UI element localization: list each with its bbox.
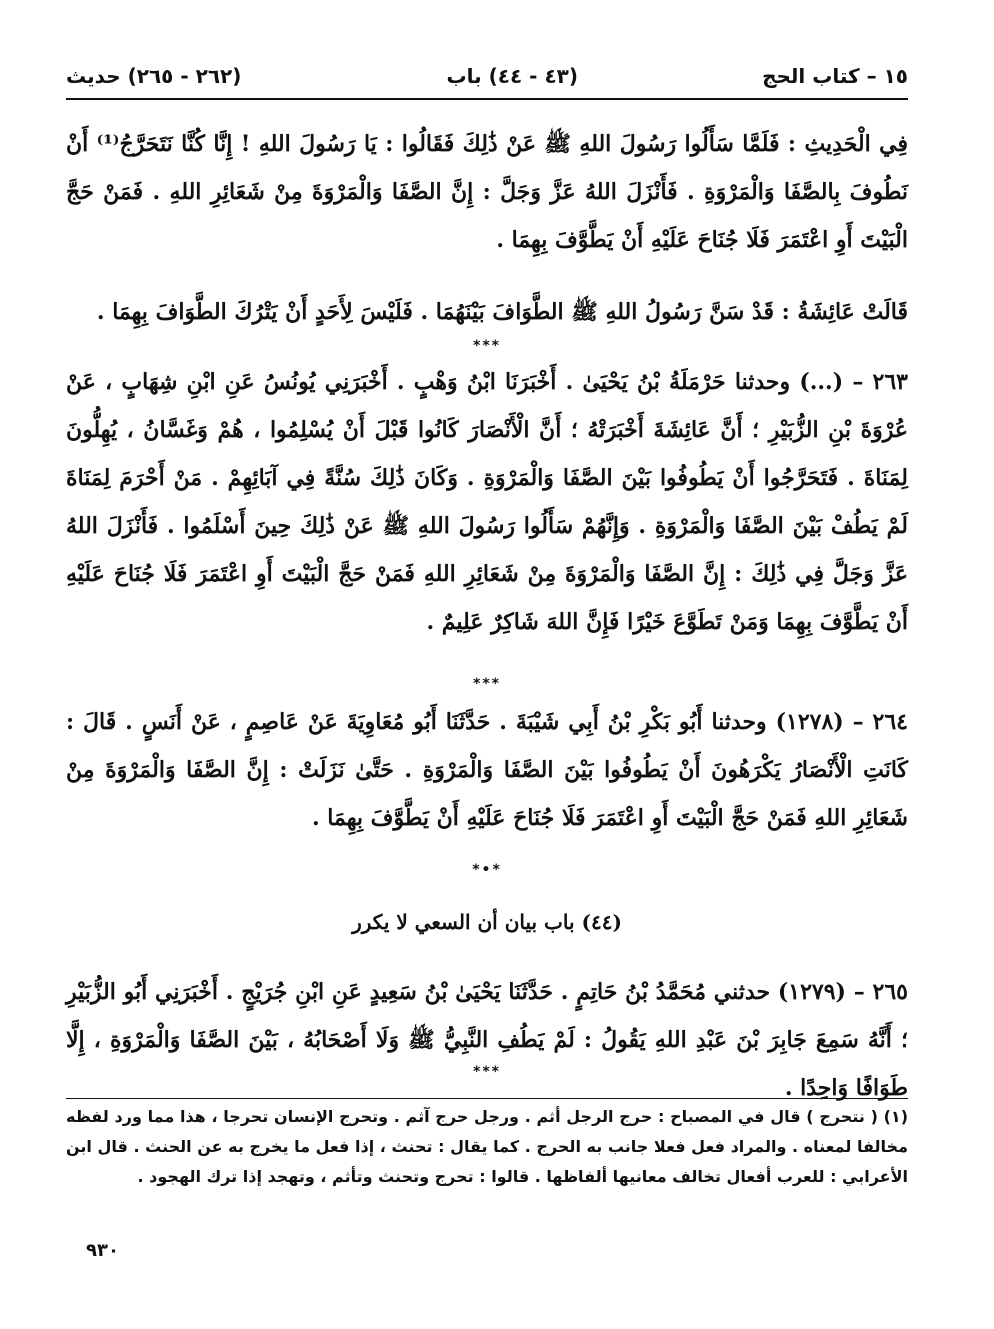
page-number: ٩٣٠ bbox=[86, 1240, 119, 1261]
chapter-title: (٤٤) باب بيان أن السعي لا يكرر bbox=[352, 910, 622, 934]
separator-stars: *** bbox=[473, 676, 501, 692]
separator-stars: *** bbox=[473, 338, 501, 354]
running-header bbox=[66, 58, 908, 98]
header-chapter-range: (٤٣ - ٤٤) باب bbox=[446, 64, 578, 88]
footnote-divider bbox=[66, 1098, 908, 1099]
separator-chapter-stars: *•* bbox=[472, 862, 502, 878]
header-hadith-range: (٢٦٢ - ٢٦٥) حديث bbox=[66, 64, 242, 88]
paragraph-hadith-265: ٢٦٥ – (١٢٧٩) حدثني مُحَمَّدُ بْنُ حَاتِمٍ . حَدَّثَنَا يَحْيَىٰ بْنُ سَعِيدٍ عَنِ ابْنِ جُرَيْجٍ . أَخْبَرَنِي أَبُو الزُّبَيْرِ ؛ أَنَّهُ سَمِعَ جَابِرَ بْنَ عَبْدِ اللهِ يَقُولُ : لَمْ يَطُفِ النَّبِيُّ ﷺ وَلَا أَصْحَابُهُ ، بَيْنَ الصَّفَا وَالْمَرْوَةِ ، إِلَّا طَوَافًا وَاحِدًا . bbox=[66, 979, 908, 1101]
paragraph-hadith-264: ٢٦٤ – (١٢٧٨) وحدثنا أَبُو بَكْرِ بْنُ أَبِي شَيْبَةَ . حَدَّثَنَا أَبُو مُعَاوِيَةَ عَنْ عَاصِمٍ ، عَنْ أَنَسٍ . قَالَ : كَانَتِ الْأَنْصَارُ يَكْرَهُونَ أَنْ يَطُوفُوا بَيْنَ الصَّفَا وَالْمَرْوَةِ . حَتَّىٰ نَزَلَتْ : إِنَّ الصَّفَا وَالْمَرْوَةَ مِنْ شَعَائِرِ اللهِ فَمَنْ حَجَّ الْبَيْتَ أَوِ اعْتَمَرَ فَلَا جُنَاحَ عَلَيْهِ أَنْ يَطَّوَّفَ بِهِمَا . bbox=[66, 709, 908, 831]
separator-stars: *** bbox=[473, 1064, 501, 1080]
header-divider bbox=[66, 98, 908, 100]
paragraph-aisha-statement: قَالَتْ عَائِشَةُ : قَدْ سَنَّ رَسُولُ اللهِ ﷺ الطَّوَافَ بَيْنَهُمَا . فَلَيْسَ لِأَحَدٍ أَنْ يَتْرُكَ الطَّوَافَ بِهِمَا . bbox=[96, 299, 908, 325]
paragraph-hadith-263: ٢٦٣ – (...) وحدثنا حَرْمَلَةُ بْنُ يَحْيَىٰ . أَخْبَرَنَا ابْنُ وَهْبٍ . أَخْبَرَنِي يُونُسُ عَنِ ابْنِ شِهَابٍ ، عَنْ عُرْوَةَ بْنِ الزُّبَيْرِ ؛ أَنَّ عَائِشَةَ أَخْبَرَتْهُ ؛ أَنَّ الْأَنْصَارَ كَانُوا قَبْلَ أَنْ يُسْلِمُوا ، هُمْ وَغَسَّانُ ، يُهِلُّونَ لِمَنَاةَ . فَتَحَرَّجُوا أَنْ يَطُوفُوا بَيْنَ الصَّفَا وَالْمَرْوَةِ . وَكَانَ ذَٰلِكَ سُنَّةً فِي آبَائِهِمْ . مَنْ أَحْرَمَ لِمَنَاةَ لَمْ يَطُفْ بَيْنَ الصَّفَا وَالْمَرْوَةِ . وَإِنَّهُمْ سَأَلُوا رَسُولَ اللهِ ﷺ عَنْ ذَٰلِكَ حِينَ أَسْلَمُوا . فَأَنْزَلَ اللهُ عَزَّ وَجَلَّ فِي ذَٰلِكَ : إِنَّ الصَّفَا وَالْمَرْوَةَ مِنْ شَعَائِرِ اللهِ فَمَنْ حَجَّ الْبَيْتَ أَوِ اعْتَمَرَ فَلَا جُنَاحَ عَلَيْهِ أَنْ يَطَّوَّفَ بِهِمَا وَمَنْ تَطَوَّعَ خَيْرًا فَإِنَّ اللهَ شَاكِرٌ عَلِيمٌ . bbox=[66, 369, 908, 635]
footnote: (١) ( نتحرج ) قال في المصباح : حرج الرجل أثم . ورجل حرج آثم . وتحرج الإنسان تحرجا ، هذا مما ورد لفظه مخالفا لمعناه . والمراد فعل فعلا جانب به الحرج . كما يقال : تحنث ، إذا فعل ما يخرج به عن الحنث . قال ابن الأعرابي : للعرب أفعال تخالف معانيها ألفاظها . قالوا : تحرج وتحنث وتأثم ، وتهجد إذا ترك الهجود . bbox=[66, 1107, 908, 1186]
header-book-title: ١٥ – كتاب الحج bbox=[762, 64, 908, 88]
paragraph-hadith-262-continued: فِي الْحَدِيثِ : فَلَمَّا سَأَلُوا رَسُولَ اللهِ ﷺ عَنْ ذَٰلِكَ فَقَالُوا : يَا رَسُولَ اللهِ ! إِنَّا كُنَّا نَتَحَرَّجُ⁽¹⁾ أَنْ نَطُوفَ بِالصَّفَا وَالْمَرْوَةِ . فَأَنْزَلَ اللهُ عَزَّ وَجَلَّ : إِنَّ الصَّفَا وَالْمَرْوَةَ مِنْ شَعَائِرِ اللهِ . فَمَنْ حَجَّ الْبَيْتَ أَوِ اعْتَمَرَ فَلَا جُنَاحَ عَلَيْهِ أَنْ يَطَّوَّفَ بِهِمَا . bbox=[66, 131, 908, 253]
